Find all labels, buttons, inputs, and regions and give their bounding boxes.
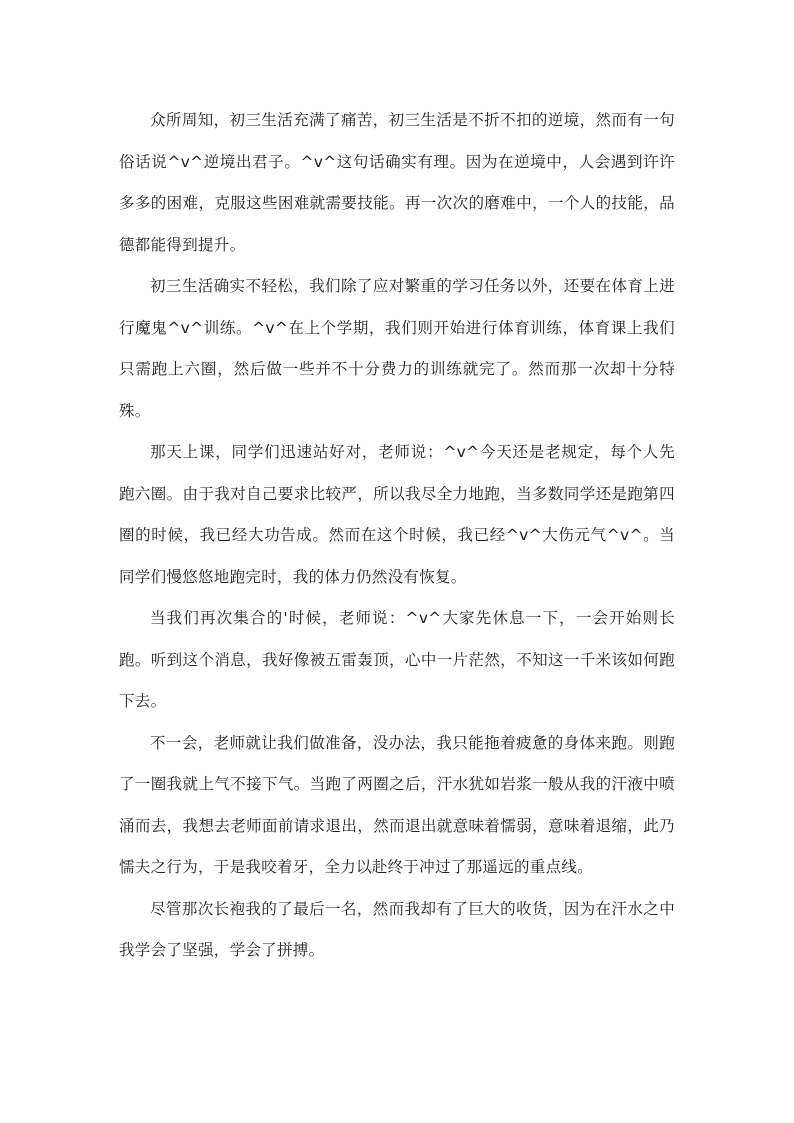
paragraph-2: 初三生活确实不轻松，我们除了应对繁重的学习任务以外，还要在体育上进行魔鬼^v^训练。^v^在上个学期，我们则开始进行体育训练，体育课上我们只需跑上六圈，然后做一些并不十分费力的训练就完了。然而那一次却十分特殊。: [119, 277, 675, 420]
paragraph-3: 那天上课，同学们迅速站好对，老师说：^v^今天还是老规定，每个人先跑六圈。由于我对自己要求比较严，所以我尽全力地跑，当多数同学还是跑第四圈的时候，我已经大功告成。然而在这个时候，我已经^v^大伤元气^v^。当同学们慢悠悠地跑完时，我的体力仍然没有恢复。: [119, 443, 675, 586]
paragraph-5: 不一会，老师就让我们做准备，没办法，我只能拖着疲惫的身体来跑。则跑了一圈我就上气不接下气。当跑了两圈之后，汗水犹如岩浆一般从我的汗液中喷涌而去，我想去老师面前请求退出，然而退出就意味着懦弱，意味着退缩，此乃懦夫之行为，于是我咬着牙，全力以赴终于冲过了那遥远的重点线。: [119, 733, 675, 876]
paragraph-6: 尽管那次长袍我的了最后一名，然而我却有了巨大的收货，因为在汗水之中我学会了坚强，学会了拼搏。: [119, 899, 675, 959]
paragraph-1: 众所周知，初三生活充满了痛苦，初三生活是不折不扣的逆境，然而有一句俗话说^v^逆境出君子。^v^这句话确实有理。因为在逆境中，人会遇到许许多多的困难，克服这些困难就需要技能。再一次次的磨难中，一个人的技能，品德都能得到提升。: [119, 111, 675, 254]
document-body: [119, 100, 675, 972]
paragraph-4: 当我们再次集合的'时候，老师说：^v^大家先休息一下，一会开始则长跑。听到这个消息，我好像被五雷轰顶，心中一片茫然，不知这一千米该如何跑下去。: [119, 609, 675, 710]
